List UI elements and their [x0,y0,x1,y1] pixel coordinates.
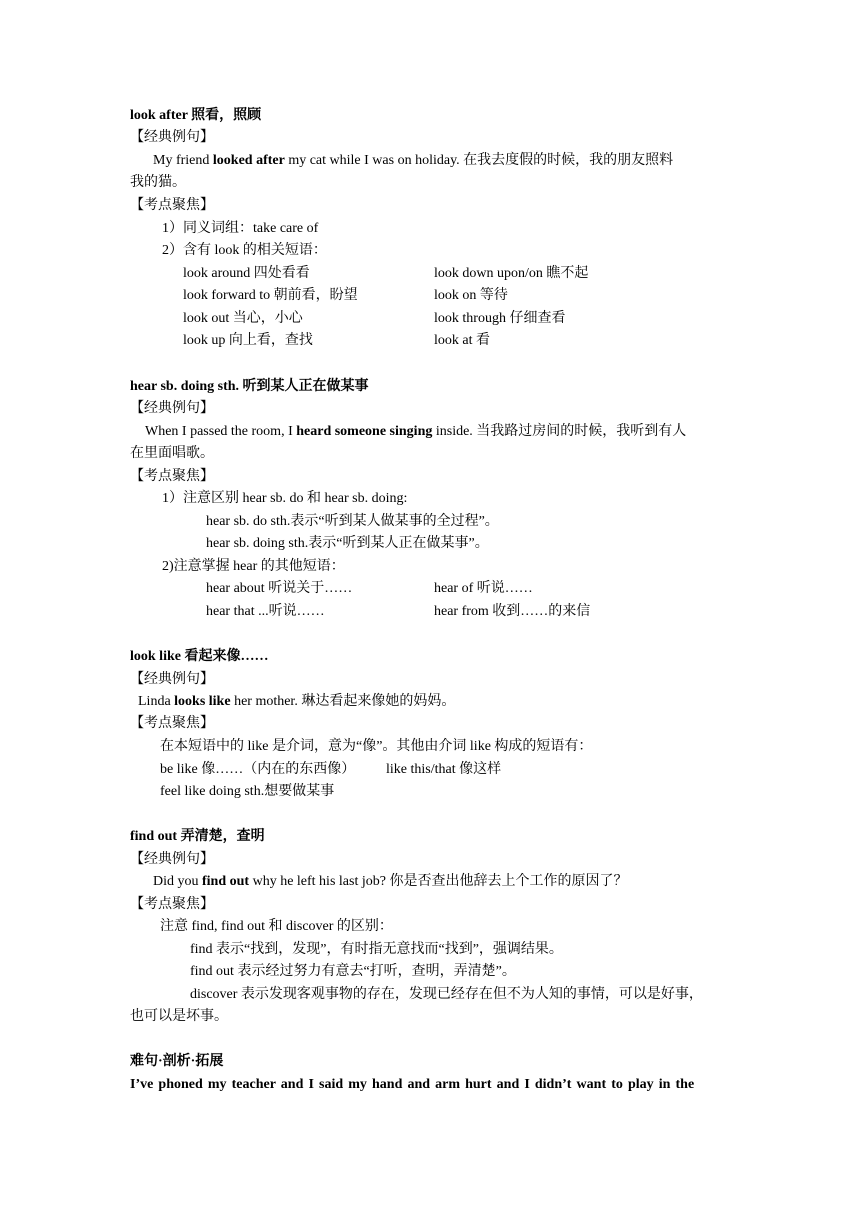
phrase: look on 等待 [434,288,508,303]
note-line: discover 表示发现客观事物的存在，发现已经存在但不为人知的事情，可以是好事， [190,987,703,1002]
focus-tag: 【考点聚焦】 [130,469,214,484]
phrase: hear from 收到……的来信 [434,604,591,619]
heading-difficult-sentence: 难句·剖析·拓展 [130,1054,224,1069]
heading-hear-sb-doing: hear sb. doing sth. 听到某人正在做某事 [130,379,369,394]
phrase: look through 仔细查看 [434,311,566,326]
phrase: look around 四处看看 [183,266,310,281]
phrase: look down upon/on 瞧不起 [434,266,589,281]
note-line: feel like doing sth.想要做某事 [160,784,335,799]
example-sentence: Did you find out why he left his last job? 你是否查出他辞去上个工作的原因了？ [153,874,628,889]
note-line: find out 表示经过努力有意去“打听，查明，弄清楚”。 [190,964,516,979]
example-tag: 【经典例句】 [130,852,214,867]
phrase: look up 向上看，查找 [183,333,313,348]
example-tag: 【经典例句】 [130,672,214,687]
note-line: find 表示“找到，发现”，有时指无意找而“找到”，强调结果。 [190,942,563,957]
heading-look-like: look like 看起来像…… [130,649,269,664]
key-phrase: looks like [174,694,231,709]
phrase: hear of 听说…… [434,581,533,596]
example-tag: 【经典例句】 [130,401,214,416]
note-line: 在本短语中的 like 是介词，意为“像”。其他由介词 like 构成的短语有： [160,739,593,754]
heading-find-out: find out 弄清楚，查明 [130,829,265,844]
heading-look-after: look after 照看，照顾 [130,108,262,123]
focus-tag: 【考点聚焦】 [130,198,214,213]
key-phrase: find out [202,874,250,889]
note-line: like this/that 像这样 [386,762,502,777]
note-line: be like 像……（内在的东西像） [160,762,356,777]
point-2: 2）含有 look 的相关短语： [162,243,327,258]
note-line: 也可以是坏事。 [130,1009,228,1024]
example-sentence: When I passed the room, I heard someone singing inside. 当我路过房间的时候，我听到有人 [145,424,687,439]
phrase: look forward to 朝前看，盼望 [183,288,358,303]
point-1: 1）同义词组：take care of [162,221,319,236]
point-1a: hear sb. do sth.表示“听到某人做某事的全过程”。 [206,514,499,529]
key-phrase: heard someone singing [296,424,433,439]
point-2: 2)注意掌握 hear 的其他短语： [162,559,345,574]
example-sentence-cont: 在里面唱歌。 [130,446,214,461]
focus-tag: 【考点聚焦】 [130,716,214,731]
point-1: 1）注意区别 hear sb. do 和 hear sb. doing: [162,491,408,506]
phrase: look out 当心，小心 [183,311,303,326]
example-sentence: My friend looked after my cat while I was on holiday. 在我去度假的时候，我的朋友照料 [153,153,674,168]
point-1b: hear sb. doing sth.表示“听到某人正在做某事”。 [206,536,489,551]
key-phrase: looked after [212,153,285,168]
phrase: hear that ...听说…… [206,604,325,619]
example-sentence-cont: 我的猫。 [130,175,186,190]
focus-tag: 【考点聚焦】 [130,897,214,912]
note-line: 注意 find, find out 和 discover 的区别： [160,919,393,934]
phrase: look at 看 [434,333,490,348]
difficult-sentence: I’ve phoned my teacher and I said my hand and arm hurt and I didn’t want to play in the [130,1077,695,1092]
example-tag: 【经典例句】 [130,130,214,145]
example-sentence: Linda looks like her mother. 琳达看起来像她的妈妈。 [138,694,456,709]
phrase: hear about 听说关于…… [206,581,353,596]
